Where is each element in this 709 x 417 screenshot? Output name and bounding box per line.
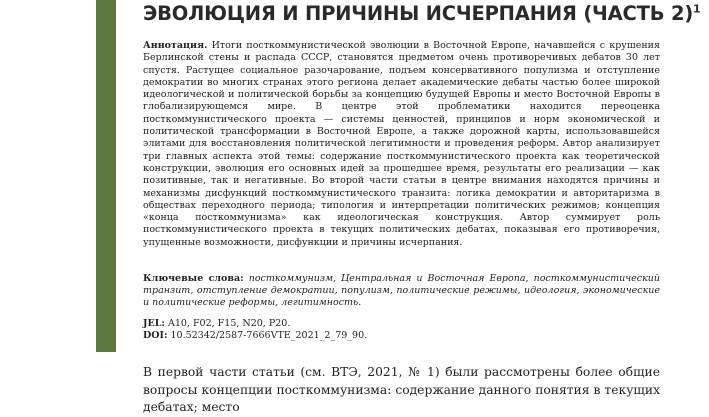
title-footnote-mark[interactable]: 1: [693, 2, 701, 16]
article-title-text: ЭВОЛЮЦИЯ И ПРИЧИНЫ ИСЧЕРПАНИЯ (ЧАСТЬ 2): [143, 2, 694, 25]
abstract-text: Итоги посткоммунистической эволюции в Восточной Европе, начавшейся с крушения Берлинской стены и распада СССР, становятся предметом очень противоречивых дебатов 30 лет спустя. Растущее социальное разочарование, подъем консервативного популизма и отступление демократии во многих странах этого региона делает академические дебаты частью более широкой идеологической и политической борьбы за концепцию будущей Европы и место Восточной Европы в глобализирующемся мире. В центре этой проблематики находится переоценка посткоммунистического проекта — системы ценностей, принципов и норм экономической и политической трансформации в Восточной Европе, а также дорожной карты, использовавшейся элитами для восстановления политической легитимности и проведения реформ. Автор анализирует три главных аспекта этой темы: содержание посткоммунистического проекта как теоретической конструкции, эволюция его основных идей за прошедшее время, результаты его реализации — как позитивные, так и негативные. Во второй части статьи в центре внимания находятся причины и механизмы дисфункций посткоммунистического транзита: логика демократии и авторитаризма в обществах переходного периода; типология и интерпретации политических режимов; концепция «конца посткоммунизма» как идеологическая конструкция. Автор суммирует роль посткоммунистического проекта в текущих политических дебатах, показывая его противоречия, упущенные возможности, дисфункции и причины исчерпания.: [143, 40, 660, 248]
jel-text: A10, F02, F15, N20, P20.: [167, 318, 291, 329]
keywords-text: посткоммунизм, Центральная и Восточная Европа, посткоммунистический транзит, отступление демократии, популизм, политические режимы, идеология, экономические и политические реформы, легитимность.: [143, 273, 660, 308]
keywords-label: Ключевые слова:: [143, 273, 244, 284]
accent-sidebar-bar: [96, 0, 116, 352]
article-title: [143, 2, 701, 26]
jel-label: JEL:: [143, 318, 165, 329]
doi-line: [143, 330, 660, 342]
abstract: [143, 40, 660, 249]
doi-text[interactable]: 10.52342/2587-7666VTE_2021_2_79_90.: [170, 330, 368, 341]
body-paragraph: В первой части статьи (см. ВТЭ, 2021, № 1) были рассмотрены более общие вопросы концепции посткоммунизма: содержание данного понятия в текущих дебатах; место: [143, 365, 660, 414]
doi-label: DOI:: [143, 330, 168, 341]
jel-codes: [143, 318, 660, 330]
abstract-label: Аннотация.: [143, 40, 208, 51]
keywords: [143, 273, 660, 309]
